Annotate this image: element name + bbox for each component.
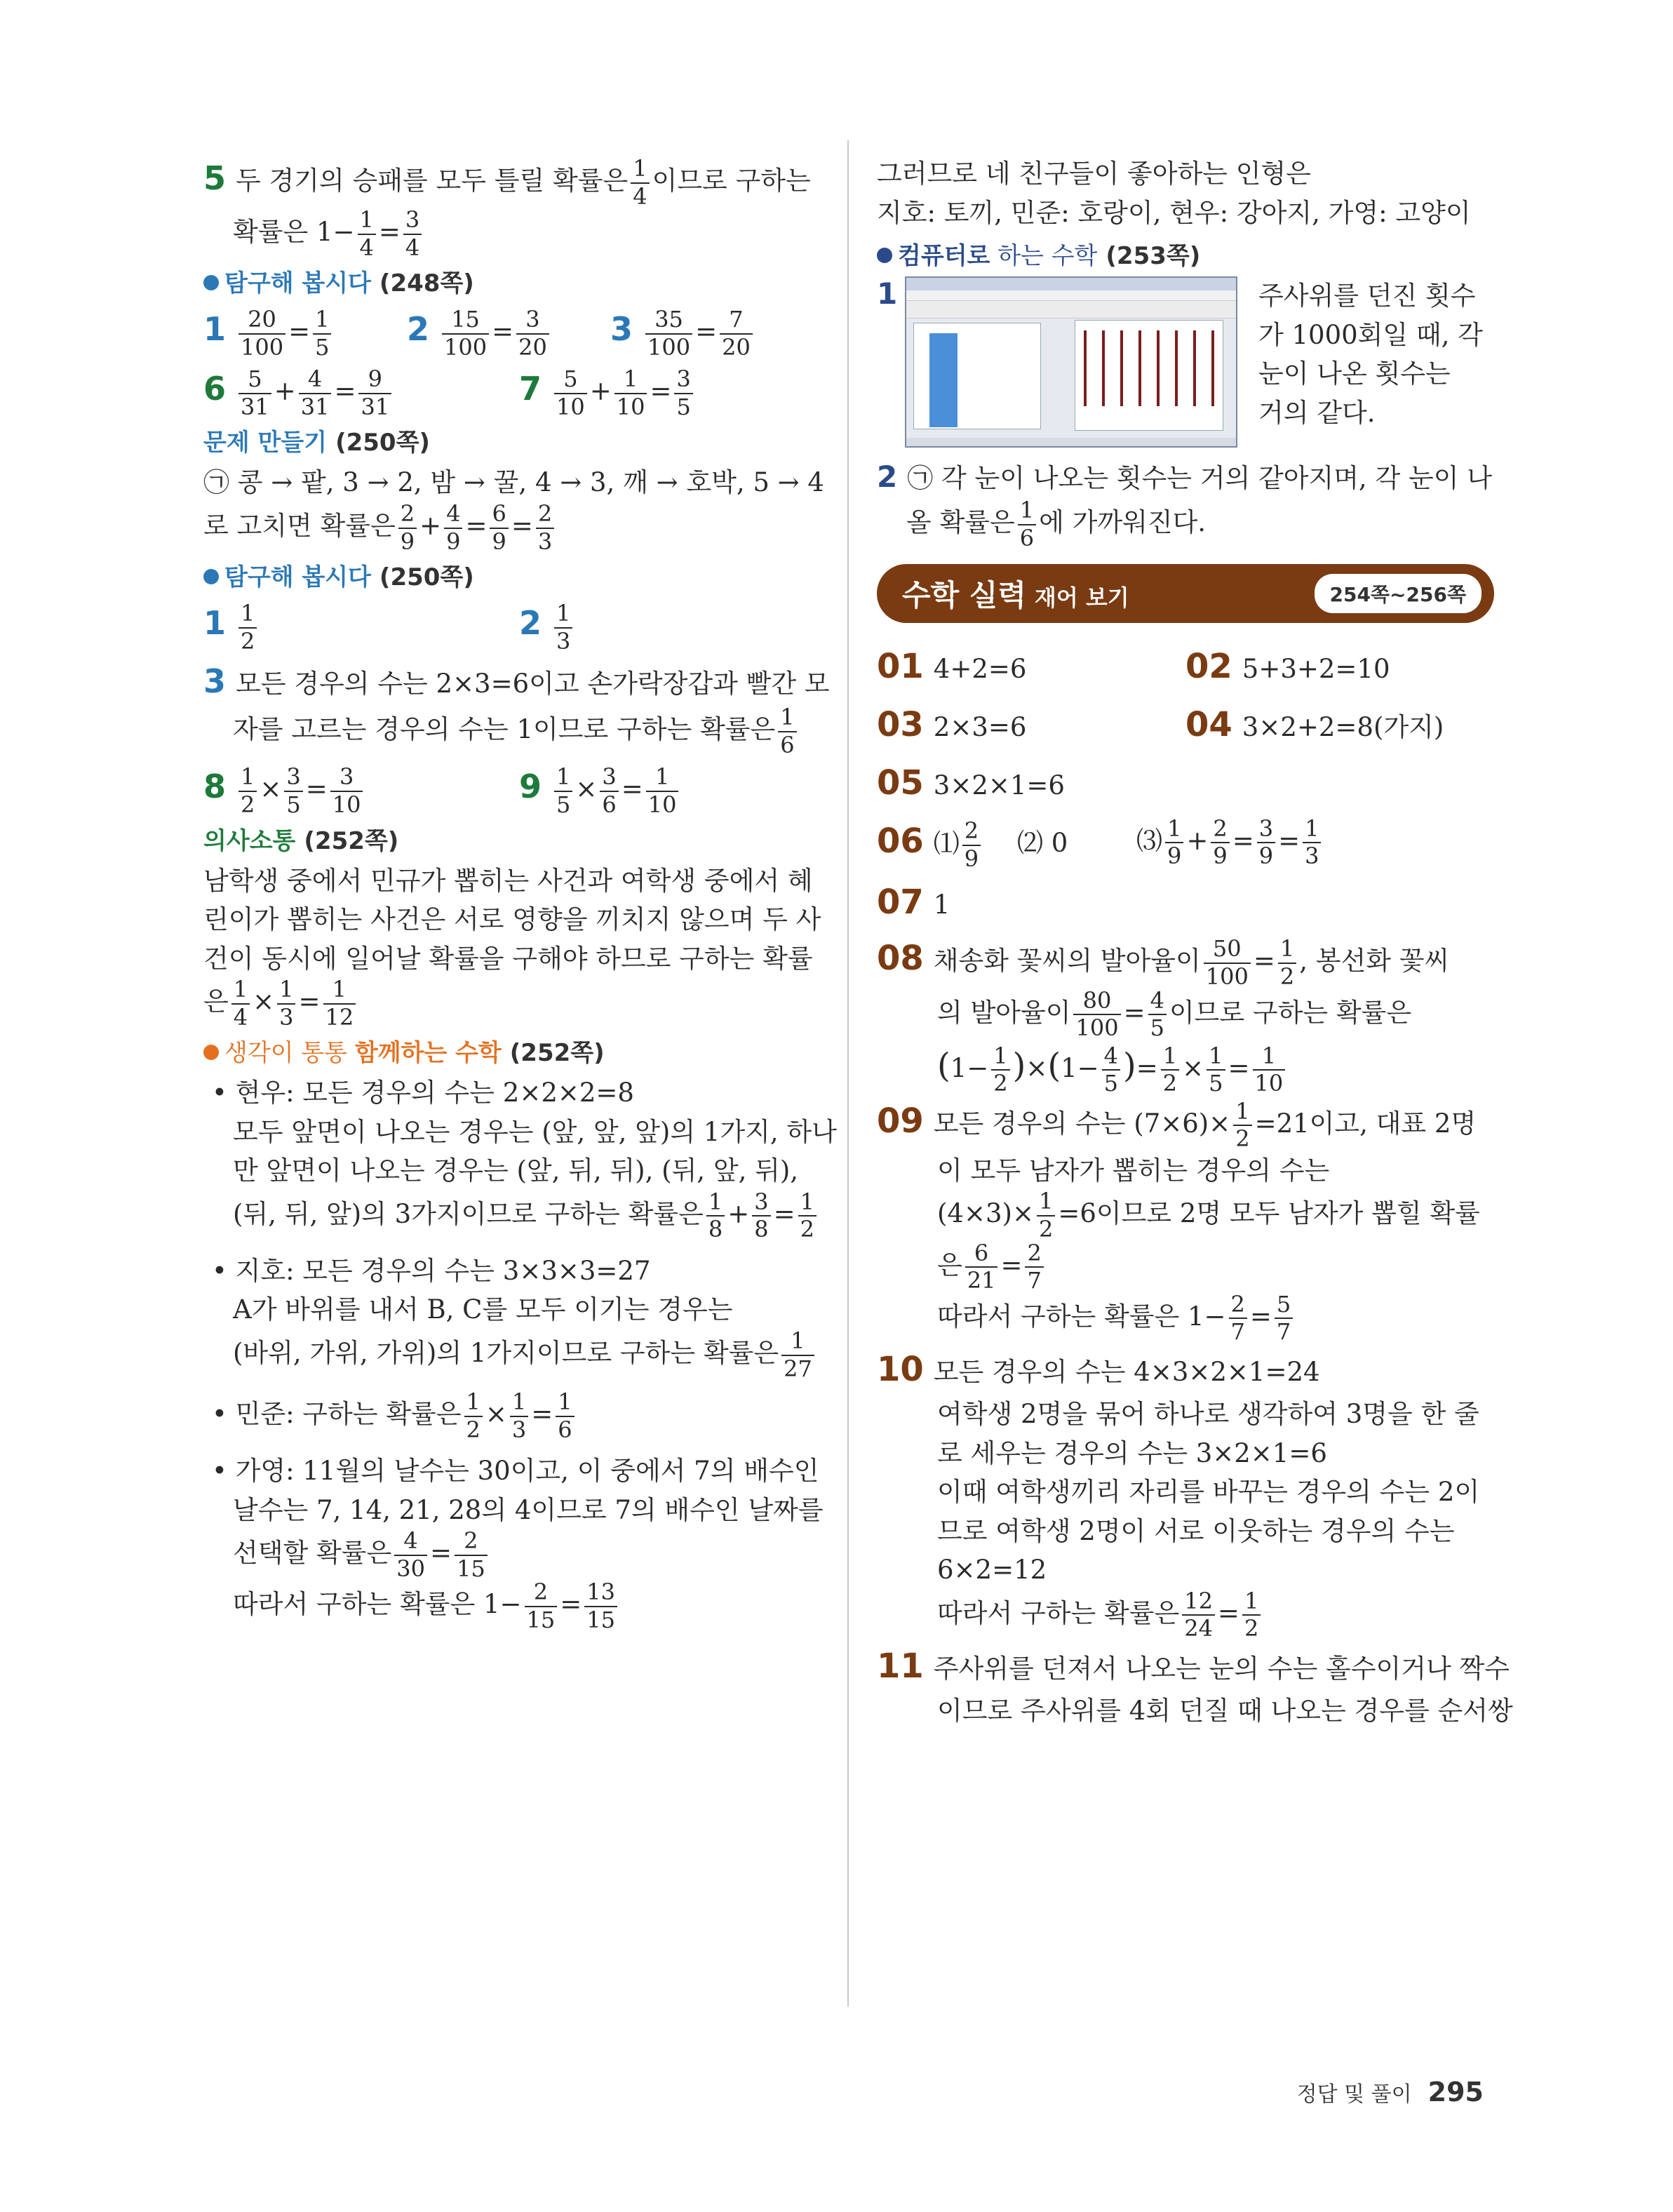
- software-screenshot: [905, 276, 1237, 448]
- answer-10-line: 따라서 구하는 확률은 $\frac{12}{24}$ = $\frac{1}{2}$: [877, 1590, 1494, 1641]
- computer-answer-2: 2 ㉠ 각 눈이 나오는 횟수는 거의 같아지며, 각 눈이 나: [877, 460, 1492, 494]
- make-problem-line-1: ㉠ 콩 → 팥, 3 → 2, 밤 → 꿀, 4 → 3, 깨 → 호박, 5 → 4: [203, 467, 824, 498]
- answer-11-line: 이므로 주사위를 4회 던질 때 나오는 경우를 순서쌍: [937, 1695, 1513, 1726]
- answer-3-cont: 자를 고르는 경우의 수는 1이므로 구하는 확률은 $\frac{1}{6}$: [203, 706, 821, 757]
- answer-08-formula: (1− $\frac{1}{2}$ )×(1− $\frac{4}{5}$ )= $\frac{1}{2}$ × $\frac{1}{5}$ = $\frac{1}{10}$: [877, 1040, 1494, 1096]
- jiho-line: • 지호: 모든 경우의 수는 3×3×3=27: [212, 1255, 651, 1286]
- answers-row-1-2: 1 $\frac{1}{2}$ 2 $\frac{1}{3}$: [203, 598, 821, 653]
- skill-check-banner: 수학 실력 재어 보기 254쪽~256쪽: [877, 564, 1494, 623]
- collection-table: [913, 323, 1041, 429]
- answer-10-line: 이때 여학생끼리 자리를 바꾸는 경우의 수는 2이: [937, 1477, 1480, 1507]
- answer-09-line: 따라서 구하는 확률은 1− $\frac{2}{7}$ = $\frac{5}{7}$: [877, 1293, 1494, 1344]
- hyunwoo-line: • 현우: 모든 경우의 수는 2×2×2=8: [212, 1078, 634, 1108]
- left-column: [203, 154, 837, 1634]
- bullet-dot-icon: [203, 275, 219, 290]
- comm-line: 건이 동시에 일어날 확률을 구해야 하므로 구하는 확률: [203, 943, 813, 974]
- answer-08-cont: 의 발아율이 $\frac{80}{100}$ = $\frac{4}{5}$ 이므로 구하는 확률은: [937, 986, 1412, 1042]
- answer-05: 05 3×2×1=6: [877, 763, 1065, 803]
- hyunwoo-line-last: (뒤, 뒤, 앞)의 3가지이므로 구하는 확률은 $\frac{1}{8}$ + $\frac{3}{8}$ = $\frac{1}{2}$: [203, 1191, 821, 1242]
- answer-3: 3 모든 경우의 수는 2×3=6이고 손가락장갑과 빨간 모: [203, 662, 830, 701]
- conclusion-line: 그러므로 네 친구들이 좋아하는 인형은: [877, 159, 1311, 189]
- answer-10-line: 6×2=12: [937, 1555, 1047, 1585]
- dot-plot-graph: [1075, 320, 1223, 431]
- section-communication: 의사소통 (252쪽): [203, 826, 399, 855]
- conclusion-line: 지호: 토끼, 민준: 호랑이, 현우: 강아지, 가영: 고양이: [877, 197, 1471, 228]
- section-make-problem: 문제 만들기 (250쪽): [203, 429, 430, 457]
- answer-09-line: (4×3)× $\frac{1}{2}$ =6이므로 2명 모두 남자가 뽑힐 확률: [937, 1188, 1480, 1243]
- page-range-badge: 254쪽~256쪽: [1315, 574, 1481, 613]
- answer-10-line: 므로 여학생 2명이 서로 이웃하는 경우의 수는: [937, 1515, 1455, 1546]
- gayoung-line-sel: 선택할 확률은 $\frac{4}{30}$ = $\frac{2}{15}$: [203, 1529, 821, 1581]
- page-footer: [1297, 2077, 1484, 2107]
- answers-row-6-7: 6 $\frac{5}{31}$ + $\frac{4}{31}$ = $\frac{9}{31}$ 7 $\frac{5}{10}$ + $\frac{1}{10}$ = $\frac{3}{5}$: [203, 363, 821, 419]
- section-explore-250: 탐구해 봅시다 (250쪽): [203, 558, 821, 592]
- comm-line-last: 은 $\frac{1}{4}$ × $\frac{1}{3}$ = $\frac{1}{12}$: [203, 978, 821, 1029]
- gayoung-line: • 가영: 11월의 날수는 30이고, 이 중에서 7의 배수인: [212, 1456, 819, 1487]
- comm-line: 남학생 중에서 민규가 뽑히는 사건과 여학생 중에서 혜: [203, 865, 813, 896]
- answer-09-line: 이 모두 남자가 뽑히는 경우의 수는: [937, 1155, 1330, 1186]
- jiho-line-last: (바위, 가위, 가위)의 1가지이므로 구하는 확률은 $\frac{1}{27}$: [203, 1329, 821, 1381]
- make-problem-line-2: 로 고치면 확률은 $\frac{2}{9}$ + $\frac{4}{9}$ = $\frac{6}{9}$ = $\frac{2}{3}$: [203, 502, 821, 554]
- answers-01-02: 01 4+2=6 02 5+3+2=10: [877, 647, 1390, 687]
- comm-line: 린이가 뽑히는 사건은 서로 영향을 끼치지 않으며 두 사: [203, 904, 821, 935]
- bullet-dot-icon: [203, 1045, 219, 1060]
- computer-answer-1: 1 주사위를 던진 횟수 가 1000회일 때, 각 눈이 나온 횟수는 거의 같다.: [877, 276, 1494, 448]
- answer-07: 07 1: [877, 882, 950, 922]
- answer-08: 08 채송화 꽃씨의 발아율이 $\frac{50}{100}$ = $\frac{1}{2}$ , 봉선화 꽃씨: [877, 935, 1450, 990]
- right-column: [877, 154, 1513, 1730]
- section-together-math: 생각이 통통 함께하는 수학 (252쪽): [203, 1033, 821, 1068]
- answer-5: 5 두 경기의 승패를 모두 틀릴 확률은 $\frac{1}{4}$ 이므로 구하는: [203, 154, 811, 210]
- section-explore-248: 탐구해 봅시다 (248쪽): [203, 264, 821, 298]
- answers-row-1-3: 1 $\frac{20}{100}$ = $\frac{1}{5}$ 2 $\frac{15}{100}$ = $\frac{3}{20}$ 3 $\frac{35}{100}$ = $\frac{7}{20}$: [203, 304, 821, 359]
- answer-09: 09 모든 경우의 수는 (7×6)× $\frac{1}{2}$ =21이고, 대표 2명: [877, 1097, 1477, 1153]
- minjun-line: • 민준: 구하는 확률은 $\frac{1}{2}$ × $\frac{1}{3}$ = $\frac{1}{6}$: [203, 1390, 821, 1442]
- column-divider: [847, 140, 849, 2006]
- bullet-dot-icon: [203, 569, 219, 584]
- answer-number: 5: [203, 159, 227, 197]
- answer-09-line: 은 $\frac{6}{21}$ = $\frac{2}{7}$: [877, 1242, 1494, 1293]
- answers-row-8-9: 8 $\frac{1}{2}$ × $\frac{3}{5}$ = $\frac{3}{10}$ 9 $\frac{1}{5}$ × $\frac{3}{6}$ = $\frac{1}{10}$: [203, 761, 821, 817]
- computer-answer-2-cont: 올 확률은 $\frac{1}{6}$ 에 가까워진다.: [906, 497, 1207, 551]
- answer-06: 06 ⑴ $\frac{2}{9}$ ⑵ 0 ⑶ $\frac{1}{9}$ + $\frac{2}{9}$ = $\frac{3}{9}$ = $\frac{1}{3}$: [877, 815, 1494, 871]
- bullet-dot-icon: [877, 248, 892, 263]
- section-computer-math: 컴퓨터로 하는 수학 (253쪽): [877, 236, 1494, 271]
- answer-5-cont: 확률은 1− $\frac{1}{4}$ = $\frac{3}{4}$: [203, 208, 821, 260]
- gayoung-line-last: 따라서 구하는 확률은 1− $\frac{2}{15}$ = $\frac{13}{15}$: [203, 1581, 821, 1632]
- answer-10: 10 모든 경우의 수는 4×3×2×1=24: [877, 1350, 1320, 1389]
- page-number: 295: [1427, 2077, 1484, 2107]
- fraction: $\frac{1}{4}$: [631, 157, 649, 208]
- hyunwoo-line: 모두 앞면이 나오는 경우는 (앞, 앞, 앞)의 1가지, 하나: [233, 1116, 837, 1147]
- gayoung-line: 날수는 7, 14, 21, 28의 4이므로 7의 배수인 날짜를: [233, 1494, 824, 1525]
- answer-10-line: 로 세우는 경우의 수는 3×2×1=6: [937, 1437, 1327, 1468]
- footer-label: 정답 및 풀이: [1296, 2082, 1412, 2107]
- answers-03-04: 03 2×3=6 04 3×2+2=8(가지): [877, 704, 1444, 744]
- hyunwoo-line: 만 앞면이 나오는 경우는 (앞, 뒤, 뒤), (뒤, 앞, 뒤),: [233, 1155, 799, 1186]
- answer-10-line: 여학생 2명을 묶어 하나로 생각하여 3명을 한 줄: [937, 1399, 1479, 1429]
- answer-11: 11 주사위를 던져서 나오는 눈의 수는 홀수이거나 짝수: [877, 1646, 1510, 1686]
- jiho-line: A가 바위를 내서 B, C를 모두 이기는 경우는: [233, 1294, 733, 1325]
